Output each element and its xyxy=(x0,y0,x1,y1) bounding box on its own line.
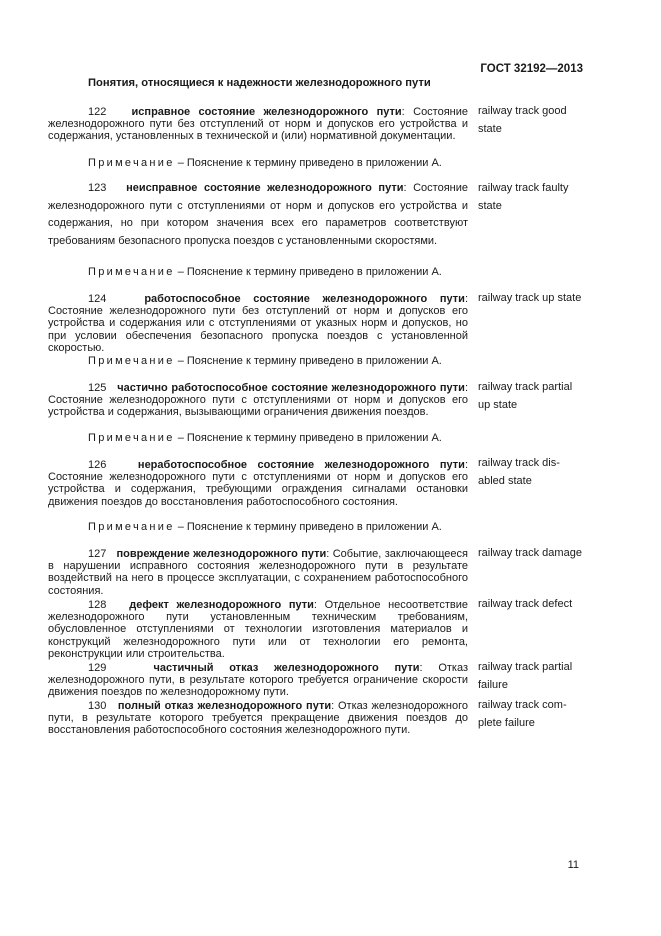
term-entry-130 xyxy=(48,700,468,737)
term-entry-123 xyxy=(48,180,468,250)
term-english-126 xyxy=(478,455,598,490)
note-123 xyxy=(88,266,442,278)
term-definition: : Отказ железнодорожного пути, в результате которого требуется ограничение скорости движения поездов по железнодорожному пути. xyxy=(48,662,468,699)
term-name: полный отказ железнодорожного пути xyxy=(117,700,332,712)
note-label: Примечание xyxy=(88,521,175,533)
term-english-128 xyxy=(478,596,598,614)
english-line: railway track partial xyxy=(478,381,573,393)
english-line: railway track good xyxy=(478,105,567,117)
term-english-122 xyxy=(478,103,598,138)
term-name: работоспособное состояние железнодорожного пути xyxy=(144,293,465,305)
note-text: – Пояснение к термину приведено в приложении А. xyxy=(174,266,442,278)
term-number: 122 xyxy=(88,106,107,118)
term-english-125 xyxy=(478,379,598,414)
term-entry-127 xyxy=(48,548,468,597)
term-definition: : Отказ железнодорожного пути, в результате которого требуется прекращение движения поездов до восстановления работоспособного состояния железнодорожного пути. xyxy=(48,700,468,737)
note-text: – Пояснение к термину приведено в приложении А. xyxy=(174,432,442,444)
english-line: railway track defect xyxy=(478,598,573,610)
note-label: Примечание xyxy=(88,157,175,169)
term-english-124 xyxy=(478,290,598,308)
term-entry-124 xyxy=(48,293,468,354)
term-name: неисправное состояние железнодорожного пути xyxy=(126,182,404,194)
note-126 xyxy=(88,521,442,533)
english-line: railway track up state xyxy=(478,292,582,304)
term-definition: : Состояние железнодорожного пути с отступлениями от норм и допусков его устройства и содержания, но при котором значения всех его параметров соответствуют требованиям безопасного пропуска поездов с установленными скоростями. xyxy=(48,182,468,247)
term-number: 123 xyxy=(88,182,107,194)
term-name: дефект железнодорожного пути xyxy=(129,599,314,611)
english-line: abled state xyxy=(478,474,532,487)
term-definition: : Состояние железнодорожного пути с отступлениями от норм и допусков его устройства и содержания, вызывающими ограничения движения поездов. xyxy=(48,382,468,419)
term-number: 128 xyxy=(88,599,107,611)
english-line: railway track dis- xyxy=(478,457,560,469)
term-entry-126 xyxy=(48,459,468,508)
term-number: 125 xyxy=(88,382,107,394)
term-english-130 xyxy=(478,697,598,732)
standard-designation: ГОСТ 32192—2013 xyxy=(480,63,583,75)
term-entry-125 xyxy=(48,382,468,419)
english-line: state xyxy=(478,122,502,135)
note-125 xyxy=(88,432,442,444)
english-line: railway track partial xyxy=(478,661,573,673)
section-title: Понятия, относящиеся к надежности железнодорожного пути xyxy=(88,77,431,89)
term-definition: : Событие, заключающееся в нарушении исправного состояния железнодорожного пути в результате воздействий на него в процессе эксплуатации, с сохранением работоспособного состояния. xyxy=(48,548,468,597)
english-line: state xyxy=(478,199,502,212)
term-number: 129 xyxy=(88,662,107,674)
term-number: 130 xyxy=(88,700,107,712)
english-line: railway track com- xyxy=(478,699,567,711)
note-text: – Пояснение к термину приведено в приложении А. xyxy=(174,157,442,169)
term-definition: : Состояние железнодорожного пути без отступлений от норм и допусков его устройства и содержания, установленных в технической и (или) нормативной документации. xyxy=(48,106,469,143)
note-label: Примечание xyxy=(88,355,175,367)
term-number: 124 xyxy=(88,293,107,305)
term-definition: : Отдельное несоответствие железнодорожного пути установленным техническим требованиям, обусловленное отступлениями от технологии изготовления материалов и конструкций железнодорожного пути или от технологии его ремонта, реконструкции или строительства. xyxy=(48,599,468,660)
term-english-123 xyxy=(478,180,598,215)
note-label: Примечание xyxy=(88,432,175,444)
page-number: 11 xyxy=(567,859,579,871)
term-name: повреждение железнодорожного пути xyxy=(116,548,327,560)
term-definition: : Состояние железнодорожного пути с отступлениями от норм и допусков его устройства и содержания, требующими ограждения сигналами остановки движения поездов до восстановления работоспособного состояния. xyxy=(48,459,468,508)
english-line: railway track faulty xyxy=(478,182,569,194)
term-entry-128 xyxy=(48,599,468,660)
english-line: plete failure xyxy=(478,716,535,729)
term-number: 127 xyxy=(88,548,107,560)
term-english-129 xyxy=(478,659,598,694)
note-text: – Пояснение к термину приведено в приложении А. xyxy=(174,355,442,367)
note-122 xyxy=(88,157,442,169)
note-label: Примечание xyxy=(88,266,175,278)
term-name: исправное состояние железнодорожного пути xyxy=(131,106,402,118)
term-entry-129 xyxy=(48,662,468,699)
term-entry-122 xyxy=(48,106,468,143)
term-definition: : Состояние железнодорожного пути без отступлений от норм и допусков его устройства и содержания или с отступлениями от указных норм и допусков, но при условии обеспечения безопасного пропуска поездов с установленной скоростью. xyxy=(48,293,469,354)
note-text: – Пояснение к термину приведено в приложении А. xyxy=(174,521,442,533)
english-line: failure xyxy=(478,678,508,691)
term-name: неработоспособное состояние железнодорожного пути xyxy=(137,459,465,471)
term-english-127 xyxy=(478,545,598,563)
note-124 xyxy=(88,355,442,367)
english-line: railway track damage xyxy=(478,547,582,559)
term-name: частичный отказ железнодорожного пути xyxy=(153,662,420,674)
term-name: частично работоспособное состояние железнодорожного пути xyxy=(117,382,465,394)
english-line: up state xyxy=(478,398,518,411)
term-number: 126 xyxy=(88,459,107,471)
